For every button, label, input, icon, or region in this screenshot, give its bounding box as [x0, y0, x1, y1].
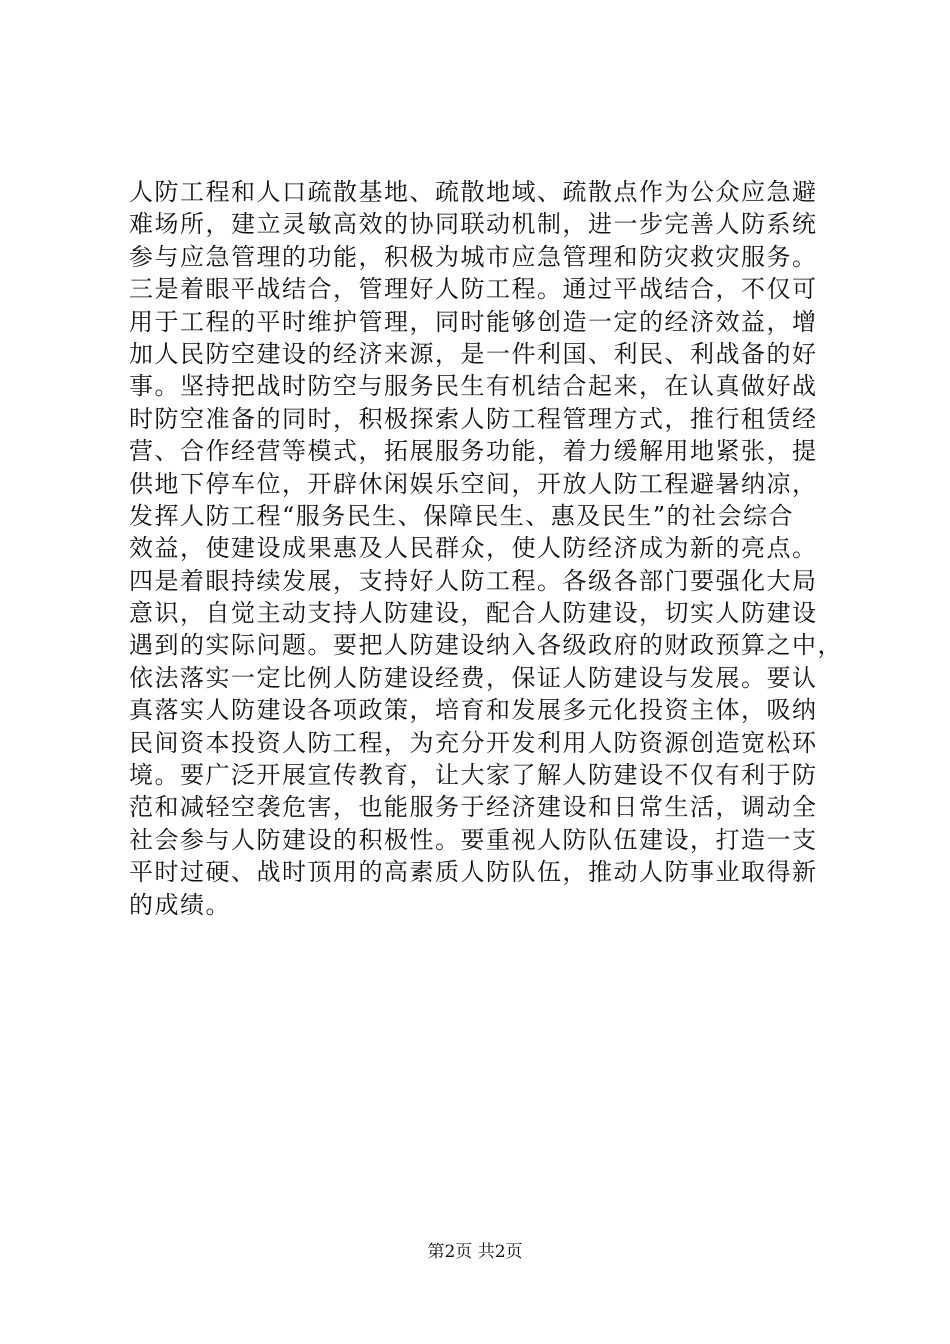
text-line: 遇到的实际问题。要把人防建设纳入各级政府的财政预算之中，	[129, 631, 843, 660]
text-line: 社会参与人防建设的积极性。要重视人防队伍建设，打造一支	[129, 825, 818, 854]
text-line: 范和减轻空袭危害，也能服务于经济建设和日常生活，调动全	[129, 793, 818, 822]
page-number: 第2页 共2页	[427, 1242, 523, 1262]
text-line: 难场所，建立灵敏高效的协同联动机制，进一步完善人防系统	[129, 210, 818, 239]
text-line: 时防空准备的同时，积极探索人防工程管理方式，推行租赁经	[129, 404, 818, 433]
body-text	[129, 176, 844, 921]
text-line: 加人民防空建设的经济来源，是一件利国、利民、利战备的好	[129, 339, 818, 368]
text-line: 效益，使建设成果惠及人民群众，使人防经济成为新的亮点。	[129, 534, 818, 563]
text-line: 境。要广泛开展宣传教育，让大家了解人防建设不仅有利于防	[129, 761, 818, 790]
text-line: 真落实人防建设各项政策，培育和发展多元化投资主体，吸纳	[129, 696, 818, 725]
text-line: 用于工程的平时维护管理，同时能够创造一定的经济效益，增	[129, 307, 818, 336]
text-line: 参与应急管理的功能，积极为城市应急管理和防灾救灾服务。	[129, 242, 818, 271]
text-line: 民间资本投资人防工程，为充分开发利用人防资源创造宽松环	[129, 728, 818, 757]
text-line: 人防工程和人口疏散基地、疏散地域、疏散点作为公众应急避	[129, 178, 818, 206]
text-line: 意识，自觉主动支持人防建设，配合人防建设，切实人防建设	[129, 599, 818, 628]
text-line: 发挥人防工程“服务民生、保障民生、惠及民生”的社会综合	[129, 501, 795, 530]
text-line: 依法落实一定比例人防建设经费，保证人防建设与发展。要认	[129, 663, 818, 692]
text-line: 平时过硬、战时顶用的高素质人防队伍，推动人防事业取得新	[129, 858, 818, 887]
text-line: 供地下停车位，开辟休闲娱乐空间，开放人防工程避暑纳凉，	[129, 469, 818, 498]
text-line: 营、合作经营等模式，拓展服务功能，着力缓解用地紧张，提	[129, 437, 818, 466]
text-line: 事。坚持把战时防空与服务民生有机结合起来，在认真做好战	[129, 372, 818, 401]
page-footer	[0, 1240, 950, 1264]
text-line: 三是着眼平战结合，管理好人防工程。通过平战结合，不仅可	[129, 275, 818, 304]
text-line: 的成绩。	[129, 890, 231, 919]
text-line: 四是着眼持续发展，支持好人防工程。各级各部门要强化大局	[129, 566, 818, 595]
